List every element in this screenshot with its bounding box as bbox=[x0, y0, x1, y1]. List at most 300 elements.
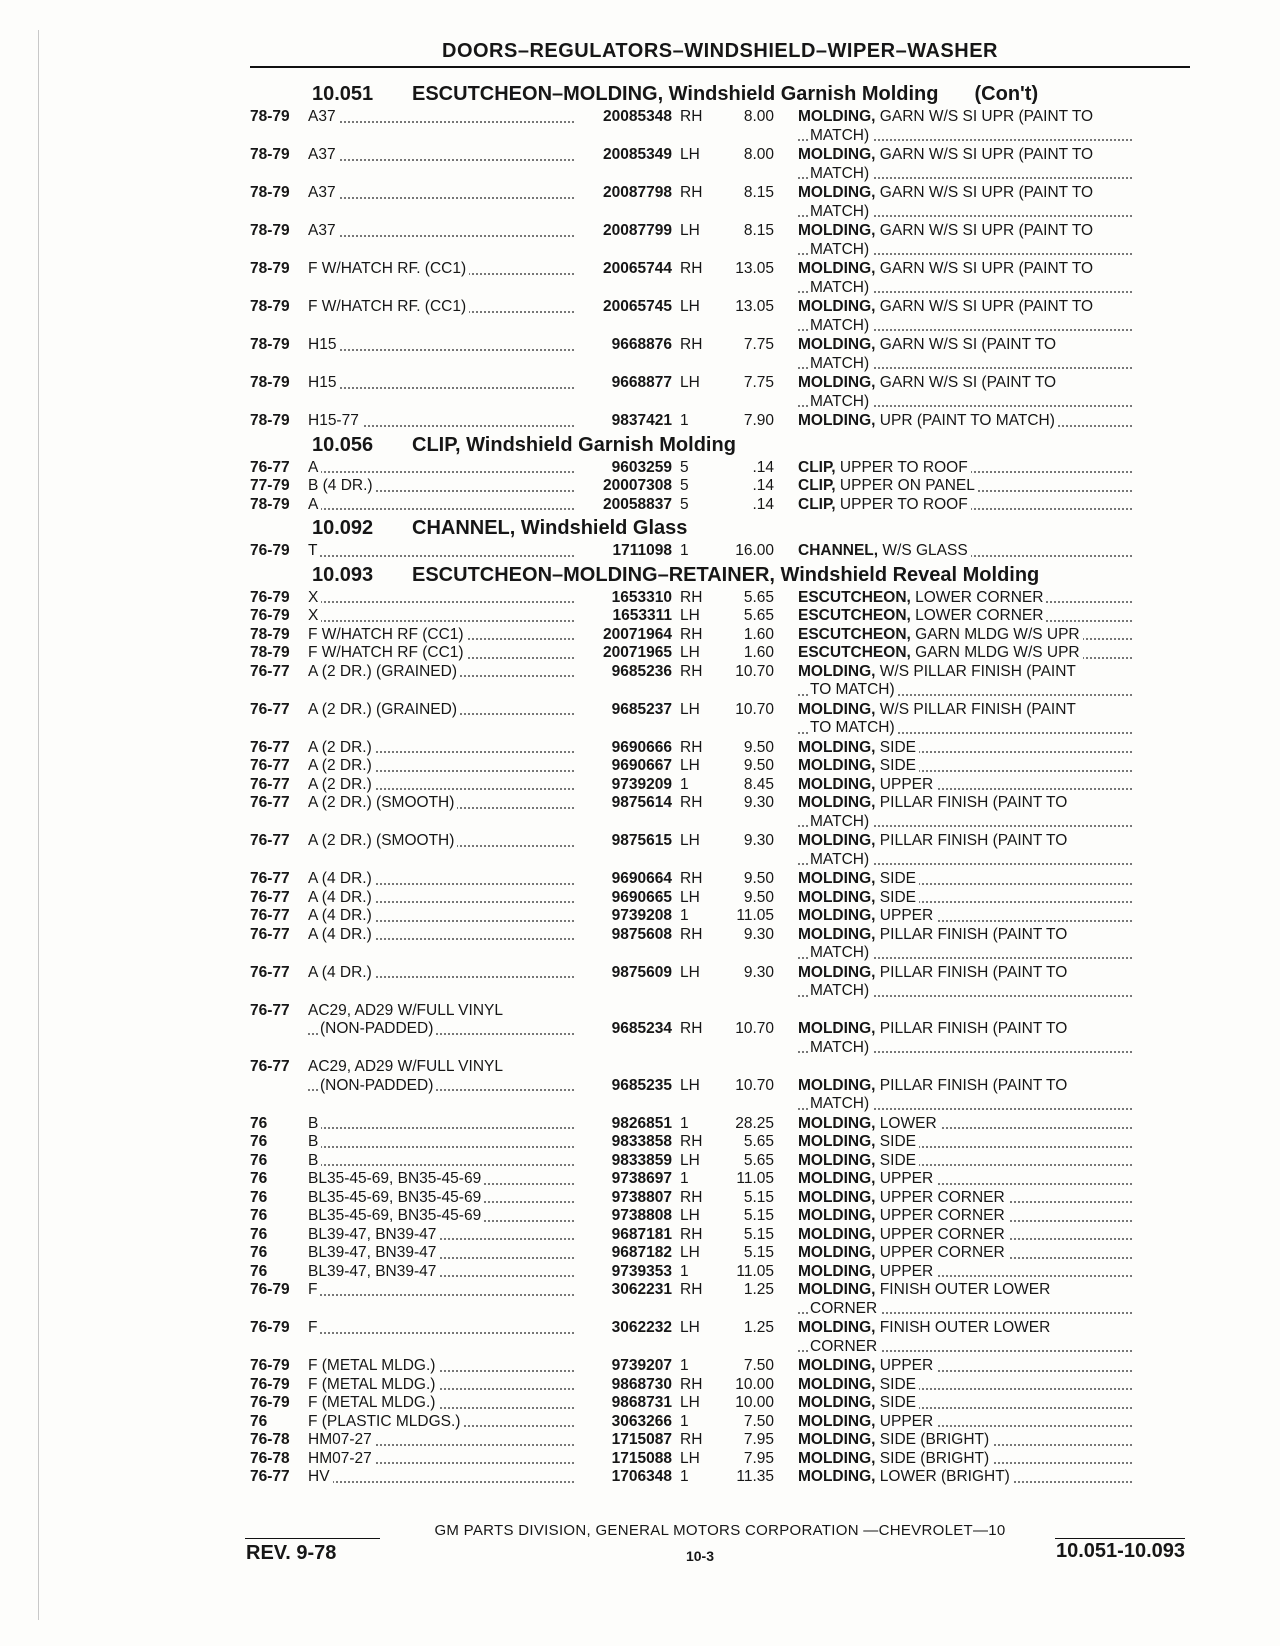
price: 1.25 bbox=[743, 1319, 774, 1336]
description-line-cont bbox=[798, 944, 1138, 963]
description-text bbox=[798, 1133, 919, 1150]
part-number: 9875614 bbox=[611, 794, 672, 811]
description-text-cont: MATCH) bbox=[810, 279, 872, 296]
price: 7.90 bbox=[743, 412, 774, 429]
application bbox=[308, 1357, 580, 1376]
application bbox=[308, 477, 580, 496]
footer-rule-left bbox=[245, 1538, 380, 1539]
description-text bbox=[798, 184, 1096, 201]
description-text bbox=[798, 542, 971, 559]
description-name: CLIP, bbox=[798, 477, 836, 494]
description-name: MOLDING, bbox=[798, 1076, 876, 1094]
application-text: A (2 DR.) bbox=[308, 776, 375, 793]
description-detail: W/S PILLAR FINISH (PAINT bbox=[875, 662, 1076, 680]
price: 11.05 bbox=[736, 1262, 774, 1280]
application bbox=[308, 1189, 580, 1208]
application-text: F W/HATCH RF. (CC1) bbox=[308, 298, 469, 315]
table-row bbox=[250, 1450, 1200, 1469]
description-text bbox=[798, 757, 919, 774]
model-years: 76 bbox=[250, 1188, 268, 1206]
table-row bbox=[250, 1431, 1200, 1450]
application-text: HV bbox=[308, 1468, 333, 1485]
description-line bbox=[798, 1244, 1138, 1263]
description-text-cont: MATCH) bbox=[810, 813, 872, 830]
model-years: 78-79 bbox=[250, 336, 290, 353]
description-line bbox=[798, 1394, 1138, 1413]
quantity: LH bbox=[680, 146, 700, 163]
description-detail: UPPER bbox=[875, 1262, 934, 1280]
quantity: LH bbox=[680, 298, 700, 315]
model-years: 76-77 bbox=[250, 832, 290, 849]
description-line bbox=[798, 644, 1138, 663]
price: 8.00 bbox=[743, 146, 774, 163]
description bbox=[774, 412, 1138, 431]
description-detail: UPPER CORNER bbox=[875, 1188, 1005, 1206]
model-years: 76-77 bbox=[250, 794, 290, 811]
part-number: 9739209 bbox=[611, 775, 672, 793]
model-years: 76-77 bbox=[250, 757, 290, 774]
description-text-cont: CORNER bbox=[810, 1338, 880, 1355]
description-name: MOLDING, bbox=[798, 1244, 876, 1261]
description-line bbox=[798, 870, 1138, 889]
table-row bbox=[250, 757, 1200, 776]
description-name: MOLDING, bbox=[798, 1133, 876, 1150]
description-text-cont: TO MATCH) bbox=[810, 681, 898, 698]
description-name: MOLDING, bbox=[798, 832, 876, 849]
description-detail: SIDE bbox=[875, 888, 916, 906]
description bbox=[774, 607, 1138, 626]
description-line bbox=[798, 412, 1138, 431]
description bbox=[774, 776, 1138, 795]
application-text: A (4 DR.) bbox=[308, 964, 375, 981]
description-text bbox=[798, 222, 1096, 239]
description-name: CLIP, bbox=[798, 495, 836, 513]
description-name: MOLDING, bbox=[798, 963, 876, 981]
part-number: 1715088 bbox=[611, 1449, 672, 1467]
description-name: MOLDING, bbox=[798, 1375, 876, 1393]
description bbox=[774, 644, 1138, 663]
price: 13.05 bbox=[735, 260, 774, 277]
quantity: 1 bbox=[680, 1262, 689, 1280]
quantity: 1 bbox=[680, 1114, 689, 1132]
description-name: MOLDING, bbox=[798, 1357, 876, 1374]
footer-rule-right bbox=[1055, 1538, 1185, 1539]
part-number: 1653310 bbox=[611, 588, 672, 606]
description-name: MOLDING, bbox=[798, 1281, 876, 1298]
model-years: 76 bbox=[250, 1244, 268, 1261]
model-years: 76-77 bbox=[250, 870, 290, 887]
application-text: A (2 DR.) (GRAINED) bbox=[308, 663, 460, 680]
table-row bbox=[250, 776, 1200, 795]
description-name: MOLDING, bbox=[798, 907, 876, 924]
description bbox=[774, 1281, 1138, 1318]
application-text: F (METAL MLDG.) bbox=[308, 1376, 438, 1393]
description-detail: GARN W/S SI UPR (PAINT TO bbox=[875, 222, 1094, 239]
description-line bbox=[798, 907, 1138, 926]
description-name: MOLDING, bbox=[798, 1151, 876, 1169]
description-text bbox=[798, 1244, 1008, 1261]
description bbox=[774, 589, 1138, 608]
description bbox=[774, 832, 1138, 869]
application-text: BL35-45-69, BN35-45-69 bbox=[308, 1189, 484, 1206]
quantity: RH bbox=[680, 1225, 703, 1243]
model-years: 76-77 bbox=[250, 1468, 290, 1485]
description bbox=[774, 1468, 1138, 1487]
table-row bbox=[250, 260, 1200, 297]
description bbox=[774, 336, 1138, 373]
description-name: MOLDING, bbox=[798, 1412, 876, 1430]
description-name: MOLDING, bbox=[798, 925, 876, 943]
description bbox=[774, 1413, 1138, 1432]
description-detail: PILLAR FINISH (PAINT TO bbox=[875, 925, 1068, 943]
price: 11.05 bbox=[736, 1170, 774, 1187]
application-text: B bbox=[308, 1152, 321, 1169]
application-line: AC29, AD29 W/FULL VINYL bbox=[308, 1001, 503, 1019]
description-line-cont bbox=[798, 851, 1138, 870]
application-text: HM07-27 bbox=[308, 1450, 375, 1467]
description-detail: UPPER TO ROOF bbox=[835, 458, 968, 476]
description-name: ESCUTCHEON, bbox=[798, 607, 911, 624]
description-text bbox=[798, 260, 1096, 277]
description bbox=[774, 889, 1138, 908]
description-line bbox=[798, 607, 1138, 626]
table-row bbox=[250, 222, 1200, 259]
quantity: RH bbox=[680, 870, 703, 887]
description-text bbox=[798, 1115, 940, 1132]
leader-dots bbox=[308, 1332, 574, 1334]
description-text bbox=[798, 589, 1046, 606]
description-line bbox=[798, 542, 1138, 561]
description-line-cont bbox=[798, 1338, 1138, 1357]
price: 9.30 bbox=[743, 963, 774, 981]
description-text bbox=[798, 1450, 992, 1467]
description-detail: PILLAR FINISH (PAINT TO bbox=[875, 1020, 1068, 1037]
part-number: 1711098 bbox=[612, 542, 672, 559]
description-line-cont bbox=[798, 393, 1138, 412]
application-text: F (PLASTIC MLDGS.) bbox=[308, 1413, 463, 1430]
description-line bbox=[798, 1357, 1138, 1376]
model-years: 76-78 bbox=[250, 1431, 290, 1448]
quantity: LH bbox=[680, 757, 700, 774]
description-line bbox=[798, 1450, 1138, 1469]
part-number: 3063266 bbox=[611, 1412, 672, 1430]
revision-label: REV. 9-78 bbox=[246, 1542, 337, 1564]
description-name: MOLDING, bbox=[798, 870, 876, 887]
description-text bbox=[798, 794, 1070, 811]
price: 16.00 bbox=[735, 542, 774, 559]
price: 7.95 bbox=[743, 1431, 774, 1448]
leader-dots bbox=[308, 508, 574, 510]
description-text-cont: MATCH) bbox=[810, 203, 872, 220]
quantity: 1 bbox=[680, 1170, 689, 1187]
description-name: MOLDING, bbox=[798, 1170, 876, 1187]
table-row bbox=[250, 1152, 1200, 1171]
application bbox=[308, 607, 580, 626]
quantity: LH bbox=[680, 1449, 700, 1467]
model-years: 76-78 bbox=[250, 1449, 290, 1467]
model-years: 76-77 bbox=[250, 1001, 290, 1019]
description-line-cont bbox=[798, 203, 1138, 222]
description-name: MOLDING, bbox=[798, 108, 876, 125]
section-name: ESCUTCHEON–MOLDING, Windshield Garnish Molding bbox=[412, 83, 939, 105]
description bbox=[774, 1002, 1138, 1058]
price: 8.15 bbox=[743, 184, 774, 201]
table-row bbox=[250, 477, 1200, 496]
description-detail: UPPER CORNER bbox=[875, 1244, 1005, 1261]
part-number: 9868730 bbox=[611, 1375, 672, 1393]
table-row bbox=[250, 146, 1200, 183]
description-text-cont: MATCH) bbox=[810, 165, 872, 182]
description-line bbox=[798, 1207, 1138, 1226]
description-line-cont bbox=[798, 813, 1138, 832]
description-line bbox=[798, 832, 1138, 851]
quantity: 5 bbox=[680, 495, 689, 513]
application bbox=[308, 336, 580, 355]
description-text bbox=[798, 964, 1070, 981]
model-years: 76-77 bbox=[250, 458, 290, 476]
application-text: F W/HATCH RF. (CC1) bbox=[308, 260, 469, 277]
description-text bbox=[798, 739, 919, 756]
description-detail: LOWER (BRIGHT) bbox=[875, 1468, 1010, 1485]
price: 10.70 bbox=[735, 1020, 774, 1037]
description-text bbox=[798, 1226, 1008, 1243]
application-text: F bbox=[308, 1281, 320, 1298]
description-line bbox=[798, 1376, 1138, 1395]
leader-dots bbox=[308, 159, 574, 161]
description-name: MOLDING, bbox=[798, 757, 876, 774]
application-two-line bbox=[308, 1058, 580, 1095]
description-text-cont: MATCH) bbox=[810, 982, 872, 999]
model-years: 76-77 bbox=[250, 1058, 290, 1075]
description bbox=[774, 626, 1138, 645]
table-row bbox=[250, 1319, 1200, 1356]
application-text: H15 bbox=[308, 374, 339, 391]
part-number: 9668876 bbox=[611, 336, 672, 353]
model-years: 76 bbox=[250, 1133, 268, 1150]
description-text bbox=[798, 926, 1070, 943]
table-row bbox=[250, 907, 1200, 926]
leader-dots bbox=[308, 1294, 574, 1296]
quantity: LH bbox=[680, 374, 700, 391]
application bbox=[308, 412, 580, 431]
quantity: 1 bbox=[680, 542, 689, 559]
description-text bbox=[798, 336, 1059, 353]
price: 10.70 bbox=[735, 1076, 774, 1094]
description-line bbox=[798, 298, 1138, 317]
description-line bbox=[798, 459, 1138, 478]
application bbox=[308, 832, 580, 851]
price: 5.65 bbox=[743, 1133, 774, 1150]
price: 1.60 bbox=[743, 625, 774, 643]
application-text: A37 bbox=[308, 108, 339, 125]
price: 8.45 bbox=[743, 775, 774, 793]
description-line-cont bbox=[798, 355, 1138, 374]
description-text bbox=[798, 1468, 1013, 1485]
price: 5.65 bbox=[743, 1151, 774, 1169]
description bbox=[774, 739, 1138, 758]
application-text: BL39-47, BN39-47 bbox=[308, 1263, 439, 1280]
description-text-cont: MATCH) bbox=[810, 241, 872, 258]
table-row bbox=[250, 1189, 1200, 1208]
part-number: 9837421 bbox=[611, 412, 672, 429]
description-text bbox=[798, 663, 1079, 680]
section-number: 10.092 bbox=[312, 517, 374, 539]
leader-dots bbox=[308, 387, 574, 389]
leader-dots bbox=[308, 1164, 574, 1166]
quantity: LH bbox=[680, 1151, 700, 1169]
leader-dots bbox=[308, 555, 574, 557]
table-row bbox=[250, 374, 1200, 411]
description-text bbox=[798, 1357, 936, 1374]
description-text bbox=[798, 1413, 936, 1430]
model-years: 78-79 bbox=[250, 108, 290, 125]
section-continued: (Con't) bbox=[974, 83, 1039, 105]
table-row bbox=[250, 1170, 1200, 1189]
application-text: F (METAL MLDG.) bbox=[308, 1357, 438, 1374]
description-detail: UPPER bbox=[875, 1170, 934, 1187]
table-row bbox=[250, 184, 1200, 221]
description-line-cont bbox=[798, 681, 1138, 700]
description bbox=[774, 907, 1138, 926]
part-number: 9875608 bbox=[611, 925, 672, 943]
footer-publisher: GM PARTS DIVISION, GENERAL MOTORS CORPORATION —CHEVROLET—10 bbox=[434, 1522, 1006, 1539]
description bbox=[774, 663, 1138, 700]
application-text: (NON-PADDED) bbox=[320, 1020, 436, 1037]
description-detail: W/S GLASS bbox=[878, 542, 968, 559]
quantity: 5 bbox=[680, 458, 689, 476]
description bbox=[774, 184, 1138, 221]
part-number: 20085349 bbox=[603, 146, 672, 163]
parts-listing bbox=[250, 80, 1200, 1487]
description-text bbox=[798, 1319, 1053, 1336]
quantity: LH bbox=[680, 644, 700, 661]
description-line bbox=[798, 1431, 1138, 1450]
part-number: 9687181 bbox=[611, 1225, 672, 1243]
description-line bbox=[798, 184, 1138, 203]
application-line-cont bbox=[308, 1020, 580, 1039]
description-text bbox=[798, 1431, 992, 1448]
description bbox=[774, 1226, 1138, 1245]
description-name: MOLDING, bbox=[798, 260, 876, 277]
price: 9.50 bbox=[743, 870, 774, 887]
description-text-cont: TO MATCH) bbox=[810, 719, 898, 736]
application-text: A (4 DR.) bbox=[308, 889, 375, 906]
description-detail: PILLAR FINISH (PAINT TO bbox=[875, 794, 1068, 811]
application bbox=[308, 1450, 580, 1469]
table-row bbox=[250, 542, 1200, 561]
model-years: 78-79 bbox=[250, 298, 290, 315]
application-text: T bbox=[308, 542, 320, 559]
part-number: 9690667 bbox=[611, 757, 672, 774]
description-line bbox=[798, 776, 1138, 795]
description-text bbox=[798, 607, 1046, 624]
application bbox=[308, 108, 580, 127]
quantity: LH bbox=[680, 963, 700, 981]
section-title bbox=[250, 431, 1200, 459]
description-line bbox=[798, 701, 1138, 720]
description-detail: SIDE (BRIGHT) bbox=[875, 1431, 990, 1448]
description-text bbox=[798, 146, 1096, 163]
part-number: 9739208 bbox=[611, 907, 672, 924]
section-number: 10.051 bbox=[312, 83, 374, 105]
description-line bbox=[798, 1189, 1138, 1208]
description bbox=[774, 701, 1138, 738]
description-detail: UPPER bbox=[875, 1357, 934, 1374]
description-line-cont bbox=[798, 241, 1138, 260]
description bbox=[774, 1152, 1138, 1171]
table-row bbox=[250, 1357, 1200, 1376]
price: 10.70 bbox=[735, 700, 774, 718]
description-line bbox=[798, 1319, 1138, 1338]
price: 5.65 bbox=[743, 588, 774, 606]
model-years: 76 bbox=[250, 1207, 268, 1224]
part-number: 1706348 bbox=[611, 1468, 672, 1485]
description-name: MOLDING, bbox=[798, 222, 876, 239]
description-name: MOLDING, bbox=[798, 1114, 876, 1132]
description bbox=[774, 1263, 1138, 1282]
description-text-cont: MATCH) bbox=[810, 355, 872, 372]
application bbox=[308, 776, 580, 795]
part-number: 9687182 bbox=[611, 1244, 672, 1261]
part-number: 9685234 bbox=[611, 1020, 672, 1037]
part-number: 20065744 bbox=[603, 260, 672, 277]
price: .14 bbox=[752, 477, 774, 494]
application-text: F bbox=[308, 1319, 320, 1336]
description-line bbox=[798, 1115, 1138, 1134]
application-text: A37 bbox=[308, 184, 339, 201]
application-text: BL35-45-69, BN35-45-69 bbox=[308, 1207, 484, 1224]
table-row bbox=[250, 607, 1200, 626]
table-row bbox=[250, 663, 1200, 700]
leader-dots bbox=[308, 601, 574, 603]
description-detail: FINISH OUTER LOWER bbox=[875, 1281, 1051, 1298]
description bbox=[774, 870, 1138, 889]
model-years: 76 bbox=[250, 1151, 268, 1169]
part-number: 20087798 bbox=[603, 184, 672, 201]
description-name: MOLDING, bbox=[798, 184, 876, 201]
table-row bbox=[250, 1413, 1200, 1432]
description-text bbox=[798, 907, 936, 924]
price: 7.75 bbox=[743, 336, 774, 353]
description-detail: UPPER CORNER bbox=[875, 1225, 1005, 1243]
description bbox=[774, 1058, 1138, 1114]
part-number: 9685236 bbox=[611, 662, 672, 680]
description-detail: UPR (PAINT TO MATCH) bbox=[875, 412, 1055, 429]
table-row bbox=[250, 1226, 1200, 1245]
leader-dots bbox=[308, 121, 574, 123]
description bbox=[774, 1189, 1138, 1208]
table-row bbox=[250, 1468, 1200, 1487]
description-line bbox=[798, 964, 1138, 983]
description-detail: PILLAR FINISH (PAINT TO bbox=[875, 1076, 1068, 1094]
description-line bbox=[798, 1281, 1138, 1300]
description-detail: LOWER CORNER bbox=[910, 588, 1044, 606]
section-title bbox=[250, 80, 1200, 108]
leader-dots bbox=[308, 1481, 574, 1483]
description-detail: SIDE bbox=[875, 1375, 916, 1393]
model-years: 76-77 bbox=[250, 907, 290, 924]
description bbox=[774, 1115, 1138, 1134]
description-text-cont: MATCH) bbox=[810, 393, 872, 410]
table-row bbox=[250, 926, 1200, 963]
description-line bbox=[798, 1413, 1138, 1432]
model-years: 78-79 bbox=[250, 260, 290, 277]
application bbox=[308, 926, 580, 945]
application-text: B (4 DR.) bbox=[308, 477, 376, 494]
price: 10.00 bbox=[735, 1375, 774, 1393]
description-detail: SIDE bbox=[875, 1394, 916, 1411]
description bbox=[774, 757, 1138, 776]
